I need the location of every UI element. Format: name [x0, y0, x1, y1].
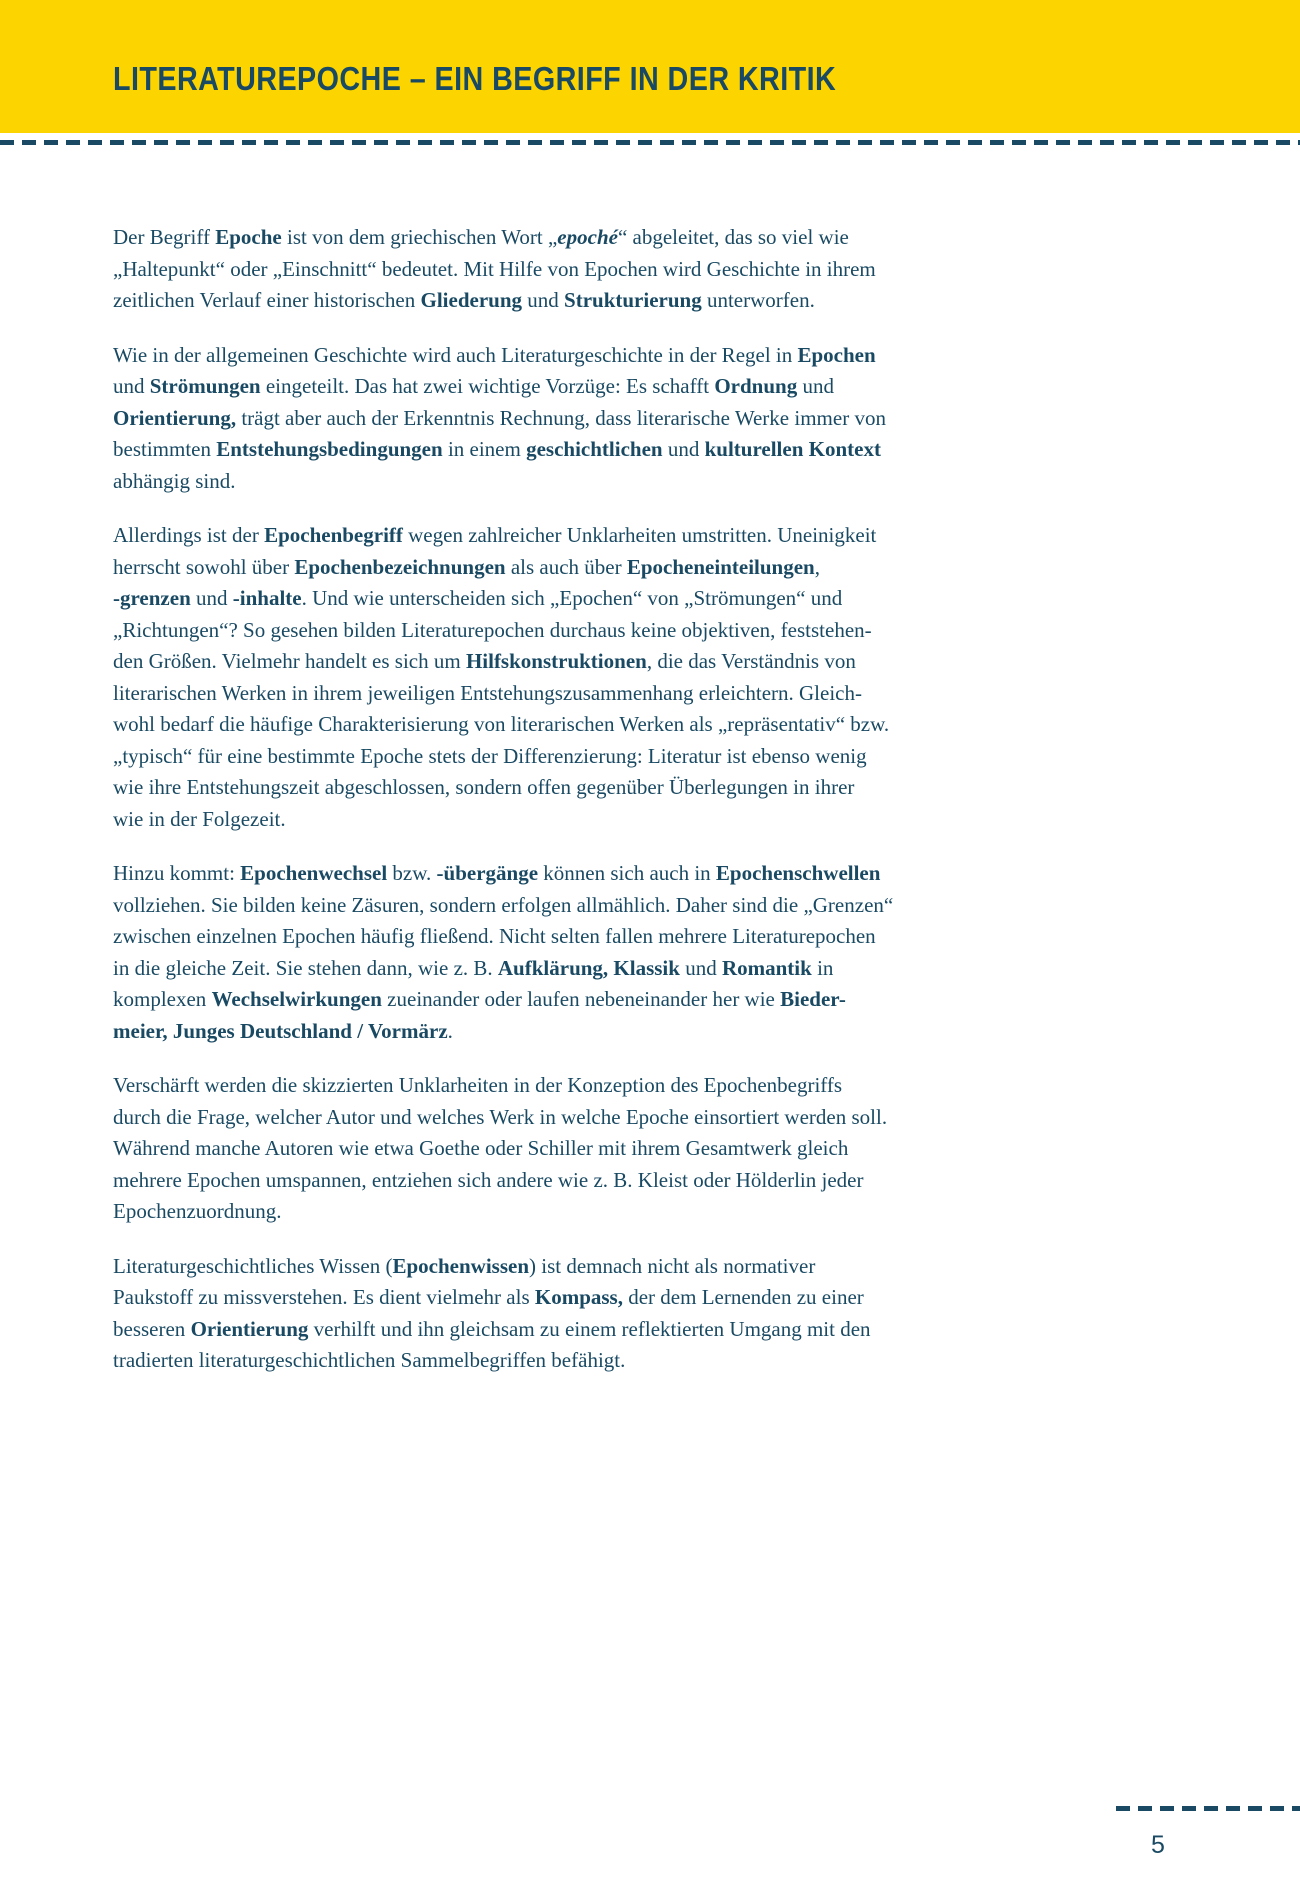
text-line: wie ihre Entstehungszeit abgeschlossen, sondern offen gegenüber Überlegungen in ihrer	[113, 775, 855, 799]
text-line: Paukstoff zu missverstehen. Es dient vielmehr als Kompass, der dem Lernenden zu einer	[113, 1285, 864, 1309]
text-line: zwischen einzelnen Epochen häufig fließend. Nicht selten fallen mehrere Literaturepochen	[113, 924, 876, 948]
paragraph	[113, 1070, 1013, 1228]
page-number: 5	[1151, 1831, 1165, 1859]
paragraph	[113, 520, 1013, 835]
paragraph	[113, 1251, 1013, 1377]
text-line: herrscht sowohl über Epochenbezeichnungen als auch über Epocheneinteilungen,	[113, 554, 820, 579]
text-line: meier, Junges Deutschland / Vormärz.	[113, 1018, 453, 1043]
text-line: durch die Frage, welcher Autor und welches Werk in welche Epoche einsortiert werden soll.	[113, 1104, 888, 1129]
text-line: „Haltepunkt“ oder „Einschnitt“ bedeutet. Mit Hilfe von Epochen wird Geschichte in ihrem	[113, 256, 876, 281]
text-line: „typisch“ für eine bestimmte Epoche stets der Differenzierung: Literatur ist ebenso wenig	[113, 743, 867, 768]
page-title: LITERATUREPOCHE – EIN BEGRIFF IN DER KRITIK	[113, 60, 837, 97]
text-line: Hinzu kommt: Epochenwechsel bzw. -übergänge können sich auch in Epochenschwellen	[113, 861, 881, 885]
text-line: literarischen Werken in ihrem jeweiligen Entstehungszusammenhang erleichtern. Gleich-	[113, 680, 862, 705]
text-line: und Strömungen eingeteilt. Das hat zwei wichtige Vorzüge: Es schafft Ordnung und	[113, 374, 834, 398]
paragraph	[113, 858, 1013, 1047]
text-line: mehrere Epochen umspannen, entziehen sich andere wie z. B. Kleist oder Hölderlin jeder	[113, 1167, 864, 1192]
footer-dashed-divider	[1116, 1806, 1300, 1811]
text-line: Der Begriff Epoche ist von dem griechischen Wort „epoché“ abgeleitet, das so viel wie	[113, 225, 849, 249]
text-line: bestimmten Entstehungsbedingungen in einem geschichtlichen und kulturellen Kontext	[113, 437, 881, 461]
text-line: den Größen. Vielmehr handelt es sich um Hilfskonstruktionen, die das Verständnis von	[113, 649, 856, 673]
header-dashed-divider	[0, 140, 1300, 145]
text-line: tradierten literaturgeschichtlichen Sammelbegriffen befähigt.	[113, 1348, 626, 1372]
text-line: in die gleiche Zeit. Sie stehen dann, wie z. B. Aufklärung, Klassik und Romantik in	[113, 955, 834, 980]
text-line: komplexen Wechselwirkungen zueinander oder laufen nebeneinander her wie Bieder-	[113, 987, 846, 1011]
text-line: -grenzen und -inhalte. Und wie unterscheiden sich „Epochen“ von „Strömungen“ und	[113, 586, 843, 610]
text-line: besseren Orientierung verhilft und ihn gleichsam zu einem reflektierten Umgang mit den	[113, 1316, 871, 1341]
text-line: wohl bedarf die häufige Charakterisierung von literarischen Werken als „repräsentativ“ bzw.	[113, 712, 890, 736]
text-line: zeitlichen Verlauf einer historischen Gliederung und Strukturierung unterworfen.	[113, 288, 815, 312]
text-line: Während manche Autoren wie etwa Goethe oder Schiller mit ihrem Gesamtwerk gleich	[113, 1136, 849, 1160]
text-line: Epochenzuordnung.	[113, 1199, 282, 1223]
text-line: Orientierung, trägt aber auch der Erkenntnis Rechnung, dass literarische Werke immer von	[113, 405, 886, 430]
text-line: wie in der Folgezeit.	[113, 806, 286, 831]
paragraph	[113, 340, 1013, 498]
text-line: „Richtungen“? So gesehen bilden Literaturepochen durchaus keine objektiven, feststehen-	[113, 617, 872, 642]
text-line: Wie in der allgemeinen Geschichte wird auch Literaturgeschichte in der Regel in Epochen	[113, 342, 876, 367]
text-line: Allerdings ist der Epochenbegriff wegen zahlreicher Unklarheiten umstritten. Uneinigkeit	[113, 523, 877, 547]
text-line: vollziehen. Sie bilden keine Zäsuren, sondern erfolgen allmählich. Daher sind die „Grenzen“	[113, 892, 894, 917]
header-band	[0, 0, 1300, 133]
text-line: Literaturgeschichtliches Wissen (Epochenwissen) ist demnach nicht als normativer	[113, 1253, 816, 1278]
text-line: Verschärft werden die skizzierten Unklarheiten in der Konzeption des Epochenbegriffs	[113, 1073, 843, 1097]
text-line: abhängig sind.	[113, 468, 236, 493]
paragraph	[113, 222, 1013, 317]
body-text	[113, 222, 1013, 1400]
